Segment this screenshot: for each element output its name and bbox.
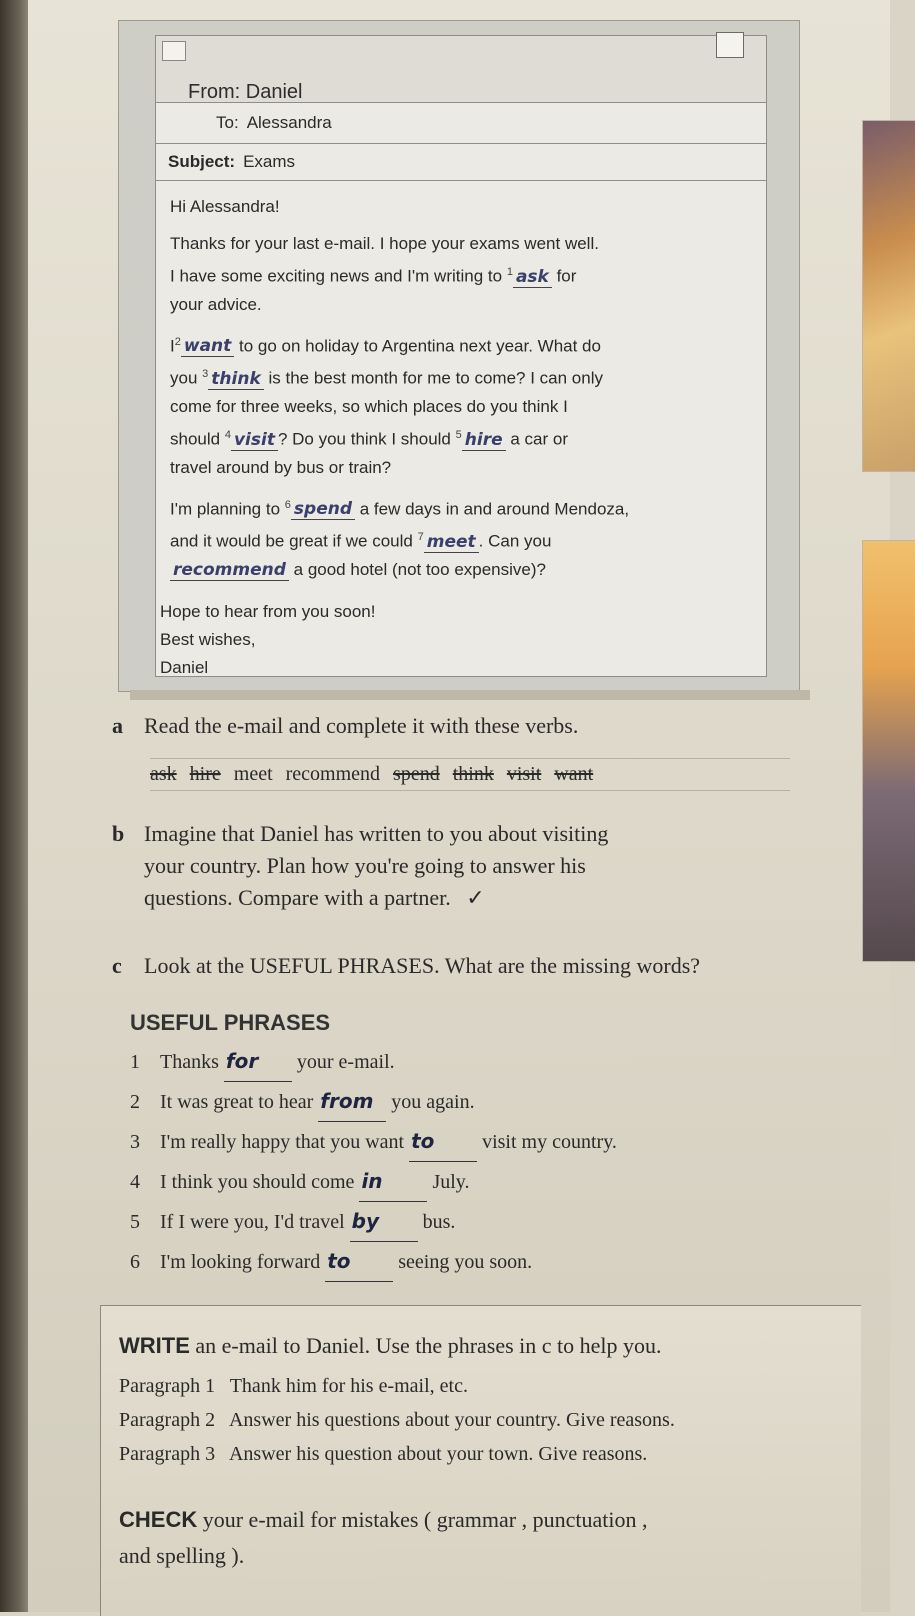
write-text: an e-mail to Daniel. Use the phrases in c to help you. xyxy=(195,1333,662,1358)
text: Thanks for your last e-mail. I hope your exams went well. xyxy=(170,234,599,253)
phrase-number: 6 xyxy=(130,1251,140,1273)
paragraph-label: Paragraph 1 xyxy=(119,1375,216,1397)
to-value: Alessandra xyxy=(246,113,332,132)
paragraph-text: Thank him for his e-mail, etc. xyxy=(229,1375,468,1397)
write-keyword: WRITE xyxy=(119,1333,190,1358)
text: for xyxy=(556,266,577,286)
paragraph-1 xyxy=(170,230,752,319)
gap-number: 4 xyxy=(224,428,231,441)
phrase-answer: for xyxy=(224,1042,292,1082)
exercise-a xyxy=(112,710,832,742)
gap-number: 2 xyxy=(174,335,181,348)
exercise-text: Read the e-mail and complete it with these verbs. xyxy=(144,713,579,738)
email-titlebar xyxy=(156,36,766,103)
phrase-answer: by xyxy=(350,1202,418,1242)
paragraph-2 xyxy=(170,328,752,482)
exercise-text: Look at the USEFUL PHRASES. What are the missing words? xyxy=(144,953,701,978)
answer-1: ask xyxy=(513,267,552,288)
paragraph-label: Paragraph 3 xyxy=(119,1443,216,1465)
book-spine-edge xyxy=(0,0,28,1612)
window-checkbox-icon xyxy=(162,41,186,61)
text: a good hotel (not too expensive)? xyxy=(293,559,546,579)
verb-list xyxy=(150,758,790,791)
answer-3: think xyxy=(208,369,263,390)
phrase-answer: from xyxy=(318,1082,386,1122)
check-text: your e-mail for mistakes ( grammar , punctuation , xyxy=(202,1507,648,1532)
phrase-answer: to xyxy=(409,1122,477,1162)
phrase-text: bus. xyxy=(422,1211,456,1233)
gap-number: 3 xyxy=(202,368,209,381)
phrase-number: 2 xyxy=(130,1091,140,1113)
answer-2: want xyxy=(181,336,234,357)
side-photo-bottom xyxy=(862,540,915,962)
answer-4: visit xyxy=(231,430,278,451)
email-window xyxy=(118,20,800,692)
closing-line: Best wishes, xyxy=(160,629,256,649)
phrase-text: I'm really happy that you want xyxy=(160,1131,405,1153)
check-keyword: CHECK xyxy=(119,1507,198,1532)
exercise-b xyxy=(112,818,832,915)
phrase-number: 1 xyxy=(130,1051,140,1073)
greeting: Hi Alessandra! xyxy=(170,197,280,216)
from-value: Daniel xyxy=(245,81,303,103)
email-panel xyxy=(155,35,767,677)
text: a few days in and around Mendoza, xyxy=(359,499,630,519)
text: to go on holiday to Argentina next year. What do xyxy=(239,336,601,356)
text: I have some exciting news and I'm writing to xyxy=(170,266,503,286)
phrase-text: I'm looking forward xyxy=(160,1251,321,1273)
window-maximize-icon xyxy=(716,32,744,58)
text: and it would be great if we could xyxy=(170,531,413,551)
paragraph-text: Answer his questions about your country. Give reasons. xyxy=(228,1409,675,1431)
paragraph-2-instruction xyxy=(119,1402,675,1438)
phrase-text: If I were you, I'd travel xyxy=(160,1211,345,1233)
exercise-text: your country. Plan how you're going to answer his xyxy=(144,853,586,878)
gap-number: 1 xyxy=(506,266,513,278)
text: I xyxy=(170,336,175,356)
write-task-box xyxy=(100,1305,861,1616)
text: . Can you xyxy=(478,531,552,551)
write-instruction xyxy=(119,1328,662,1364)
from-label: From: xyxy=(188,81,241,103)
verb: want xyxy=(554,763,594,785)
verb: meet xyxy=(233,763,273,785)
exercise-text: Imagine that Daniel has written to you about visiting xyxy=(144,821,609,846)
phrase-item xyxy=(130,1042,617,1082)
text: a car or xyxy=(510,429,568,449)
phrase-number: 4 xyxy=(130,1171,140,1193)
phrase-text: Thanks xyxy=(160,1051,219,1073)
to-label: To: xyxy=(216,113,239,132)
phrase-text: you again. xyxy=(391,1091,475,1113)
text: travel around by bus or train? xyxy=(170,457,392,477)
text: should xyxy=(170,429,221,449)
phrase-answer: in xyxy=(359,1162,427,1202)
paragraph-3-instruction xyxy=(119,1436,647,1472)
text: come for three weeks, so which places do you think I xyxy=(170,396,568,416)
closing-block xyxy=(160,598,752,682)
side-photo-top xyxy=(862,120,915,472)
exercise-c xyxy=(112,950,832,982)
check-instruction xyxy=(119,1502,648,1538)
exercise-letter: b xyxy=(112,821,125,846)
paragraph-text: Answer his question about your town. Give reasons. xyxy=(228,1443,648,1465)
phrase-item xyxy=(130,1082,617,1122)
verb: visit xyxy=(506,763,542,785)
subject-row xyxy=(156,144,766,181)
text: you xyxy=(170,368,198,388)
phrase-text: It was great to hear xyxy=(160,1091,314,1113)
answer-5: hire xyxy=(462,430,506,451)
verb: hire xyxy=(189,763,221,785)
checkmark-icon: ✓ xyxy=(466,886,485,911)
verb: recommend xyxy=(285,763,381,785)
phrase-text: your e-mail. xyxy=(296,1051,395,1073)
gap-number: 5 xyxy=(455,428,462,441)
gap-number: 7 xyxy=(417,531,424,544)
phrase-number: 5 xyxy=(130,1211,140,1233)
exercise-letter: a xyxy=(112,713,123,738)
text: ? Do you think I should xyxy=(277,429,451,449)
phrase-text: I think you should come xyxy=(160,1171,355,1193)
paragraph-3 xyxy=(170,491,752,584)
phrase-item xyxy=(130,1202,617,1242)
phrase-text: July. xyxy=(432,1171,470,1193)
gap-number: 6 xyxy=(284,498,291,511)
signature: Daniel xyxy=(160,657,209,677)
closing-line: Hope to hear from you soon! xyxy=(160,601,376,621)
subject-value: Exams xyxy=(243,152,296,171)
verb: spend xyxy=(393,763,440,785)
email-shadow xyxy=(130,690,810,700)
from-row xyxy=(188,81,302,104)
phrase-item xyxy=(130,1122,617,1162)
answer-8: recommend xyxy=(170,560,289,581)
verb: ask xyxy=(150,763,177,785)
phrase-answer: to xyxy=(325,1242,393,1282)
text: your advice. xyxy=(170,294,262,314)
paragraph-1-instruction xyxy=(119,1368,468,1404)
phrase-item xyxy=(130,1162,617,1202)
answer-6: spend xyxy=(291,499,355,520)
exercise-text: questions. Compare with a partner. xyxy=(144,885,451,910)
phrase-item xyxy=(130,1242,617,1282)
email-body xyxy=(156,181,766,682)
check-instruction-line2: and spelling ). xyxy=(119,1543,245,1568)
phrase-number: 3 xyxy=(130,1131,140,1153)
phrase-text: visit my country. xyxy=(482,1131,617,1153)
useful-phrases-list xyxy=(130,1042,617,1282)
phrase-text: seeing you soon. xyxy=(398,1251,533,1273)
exercise-letter: c xyxy=(112,953,122,978)
text: I'm planning to xyxy=(170,499,281,519)
text: is the best month for me to come? I can only xyxy=(268,368,603,388)
useful-phrases-title: USEFUL PHRASES xyxy=(130,1010,331,1035)
subject-label: Subject: xyxy=(168,152,236,171)
paragraph-label: Paragraph 2 xyxy=(119,1409,216,1431)
verb: think xyxy=(452,763,494,785)
answer-7: meet xyxy=(424,532,479,553)
to-row xyxy=(156,103,766,144)
